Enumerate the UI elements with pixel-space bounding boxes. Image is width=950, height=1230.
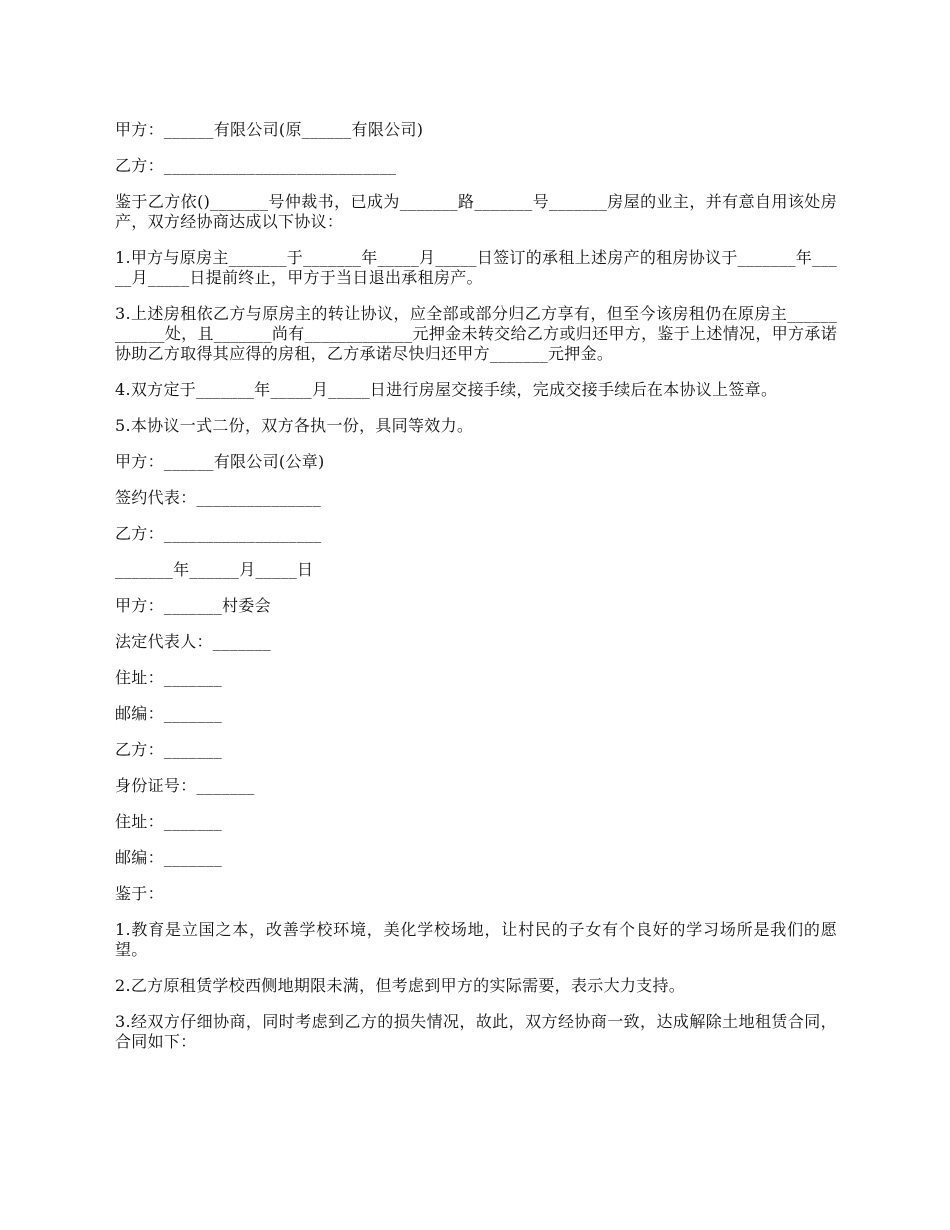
contract2-party-a-address: 住址：_______ <box>115 668 222 687</box>
contract2-party-a-postcode: 邮编：_______ <box>115 704 222 723</box>
clause-1: 1.甲方与原房主_______于_______年_____月_____日签订的承租上述房产的租房协议于_______年_____月_____日提前终止，甲方于当日退出承租房产。 <box>115 248 837 287</box>
contract2-party-b: 乙方：_______ <box>115 740 222 759</box>
party-a-line: 甲方：______有限公司(原______有限公司) <box>115 120 424 139</box>
clause-5: 5.本协议一式二份，双方各执一份，具同等效力。 <box>115 416 474 435</box>
contract2-party-b-postcode: 邮编：_______ <box>115 848 222 867</box>
signature-party-a: 甲方：______有限公司(公章) <box>115 452 325 471</box>
signature-representative: 签约代表：_______________ <box>115 488 321 507</box>
contract2-whereas-1: 1.教育是立国之本，改善学校环境，美化学校场地，让村民的子女有个良好的学习场所是我们的愿望。 <box>115 920 837 959</box>
contract2-party-b-address: 住址：_______ <box>115 812 222 831</box>
contract2-id-number: 身份证号：_______ <box>115 776 255 795</box>
clause-4: 4.双方定于_______年_____月_____日进行房屋交接手续，完成交接手续后在本协议上签章。 <box>115 380 778 399</box>
contract2-whereas-heading: 鉴于： <box>115 884 164 903</box>
signature-date: _______年______月_____日 <box>115 560 314 579</box>
preamble-paragraph: 鉴于乙方依()_______号仲裁书，已成为_______路_______号_______房屋的业主，并有意自用该处房产，双方经协商达成以下协议： <box>115 192 837 231</box>
contract2-legal-representative: 法定代表人：_______ <box>115 632 271 651</box>
clause-3: 3.上述房租依乙方与原房主的转让协议，应全部或部分归乙方享有，但至今该房租仍在原房主____________处，且_______尚有_____________元押金未转交给乙方或归还甲方，鉴于上述情况，甲方承诺协助乙方取得其应得的房租，乙方承诺尽快归还甲方_______元押金。 <box>115 304 837 363</box>
document-body <box>115 120 837 1068</box>
party-b-line: 乙方：____________________________ <box>115 156 397 175</box>
contract2-party-a: 甲方：_______村委会 <box>115 596 271 615</box>
contract2-whereas-3: 3.经双方仔细协商，同时考虑到乙方的损失情况，故此，双方经协商一致，达成解除土地租赁合同，合同如下： <box>115 1012 837 1051</box>
contract2-whereas-2: 2.乙方原租赁学校西侧地期限未满，但考虑到甲方的实际需要，表示大力支持。 <box>115 976 686 995</box>
signature-party-b: 乙方：___________________ <box>115 524 322 543</box>
